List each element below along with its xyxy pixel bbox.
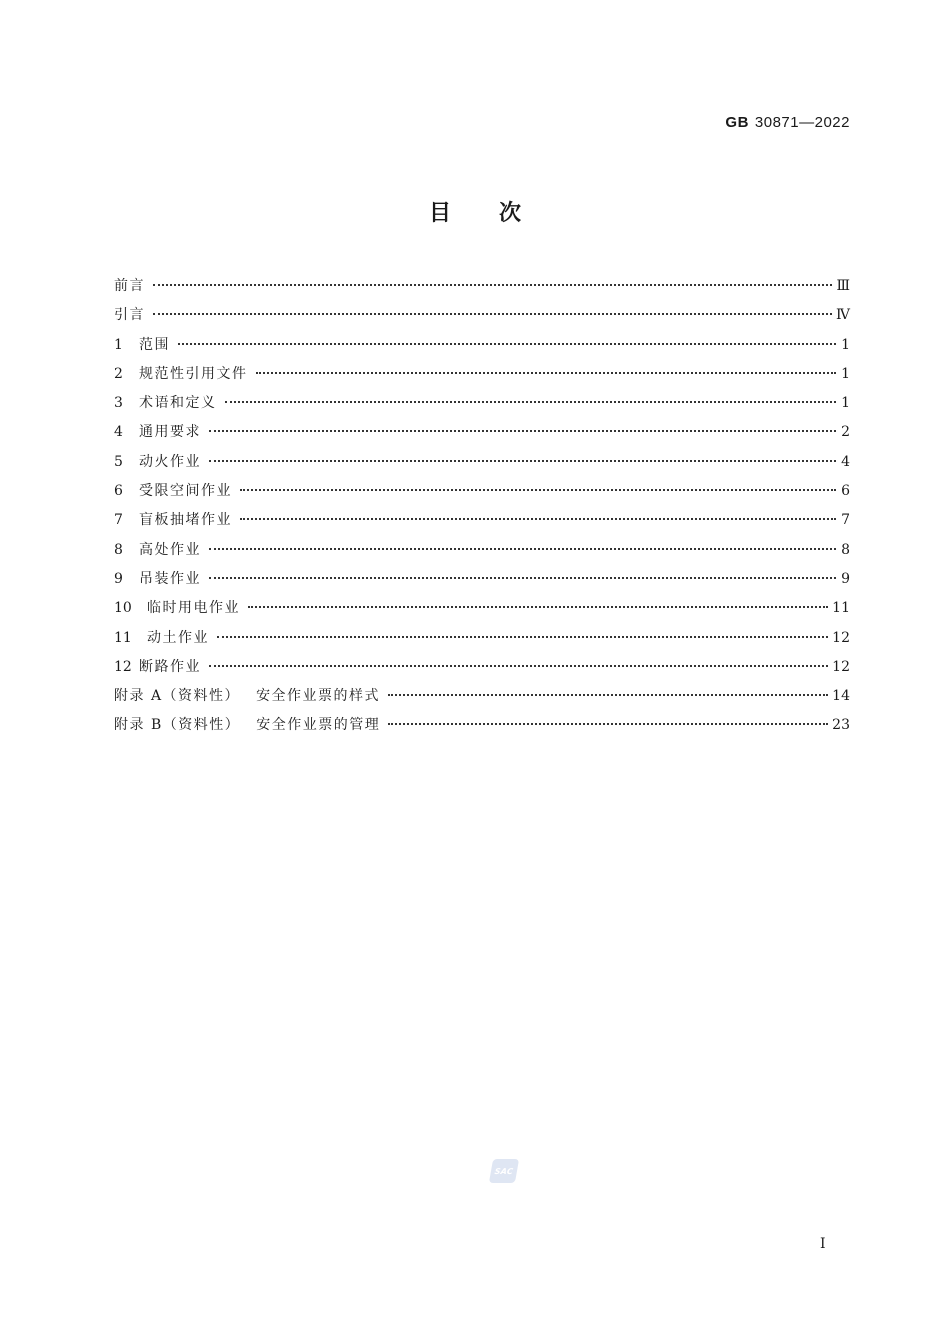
toc-entry-introduction[interactable]	[114, 301, 850, 330]
toc-entry-page: 1	[841, 336, 850, 353]
table-of-contents	[114, 272, 850, 741]
leader-dots	[178, 343, 836, 345]
toc-entry-page: 7	[841, 512, 850, 529]
toc-entry-text	[114, 682, 380, 711]
leader-dots	[209, 430, 836, 432]
toc-entry-text: 受限空间作业	[139, 483, 232, 500]
toc-entry-page: 8	[841, 541, 850, 558]
leader-dots	[225, 401, 837, 403]
toc-entry-7[interactable]	[114, 506, 850, 535]
toc-entry-appendix-b[interactable]	[114, 711, 850, 740]
toc-entry-text: 术语和定义	[139, 395, 217, 412]
toc-entry-number: 4	[114, 424, 123, 441]
toc-entry-text: 盲板抽堵作业	[139, 512, 232, 529]
toc-entry-foreword[interactable]	[114, 272, 850, 301]
page-number: Ⅰ	[820, 1236, 826, 1252]
toc-entry-10[interactable]	[114, 594, 850, 623]
toc-entry-4[interactable]	[114, 418, 850, 447]
toc-entry-page: 4	[841, 453, 850, 470]
toc-entry-6[interactable]	[114, 477, 850, 506]
page-title: 目次	[428, 201, 569, 226]
toc-entry-9[interactable]	[114, 565, 850, 594]
toc-entry-text: 通用要求	[139, 424, 201, 441]
toc-entry-page: 11	[832, 600, 850, 617]
leader-dots	[388, 723, 828, 725]
leader-dots	[240, 518, 836, 520]
toc-entry-number: 1	[114, 336, 123, 353]
toc-entry-page: 23	[832, 717, 850, 734]
toc-entry-number: 11	[114, 629, 132, 646]
toc-entry-text: 高处作业	[139, 541, 201, 558]
toc-entry-number: 9	[114, 570, 123, 587]
toc-entry-5[interactable]	[114, 448, 850, 477]
toc-entry-page: 1	[841, 395, 850, 412]
toc-entry-number: 7	[114, 512, 123, 529]
leader-dots	[153, 284, 832, 286]
toc-entry-11[interactable]	[114, 624, 850, 653]
toc-entry-page: Ⅳ	[836, 307, 850, 324]
toc-entry-page: 2	[841, 424, 850, 441]
toc-entry-appendix-a[interactable]	[114, 682, 850, 711]
toc-entry-text: 引言	[114, 307, 145, 324]
toc-entry-12[interactable]	[114, 653, 850, 682]
toc-entry-number: 5	[114, 453, 123, 470]
toc-entry-number: 8	[114, 541, 123, 558]
appendix-label: 附录 A（资料性）	[114, 688, 241, 705]
toc-entry-number: 6	[114, 483, 123, 500]
toc-entry-text: 动火作业	[139, 453, 201, 470]
leader-dots	[240, 489, 836, 491]
leader-dots	[153, 313, 832, 315]
leader-dots	[209, 548, 836, 550]
leader-dots	[217, 636, 828, 638]
toc-entry-page: 12	[832, 658, 850, 675]
toc-entry-8[interactable]	[114, 536, 850, 565]
leader-dots	[209, 577, 836, 579]
standard-code	[725, 114, 850, 131]
toc-entry-page: 6	[841, 483, 850, 500]
standard-prefix: GB	[725, 114, 749, 131]
appendix-title: 安全作业票的样式	[256, 688, 381, 705]
toc-entry-number: 3	[114, 395, 123, 412]
toc-entry-page: Ⅲ	[836, 278, 850, 294]
toc-entry-page: 14	[832, 688, 850, 705]
toc-entry-number: 12	[114, 658, 132, 675]
toc-entry-text: 动土作业	[147, 629, 209, 646]
leader-dots	[256, 372, 837, 374]
toc-entry-text: 前言	[114, 278, 145, 294]
toc-entry-page: 9	[841, 570, 850, 587]
toc-entry-text: 范围	[139, 336, 170, 353]
toc-entry-text: 临时用电作业	[147, 600, 240, 617]
toc-entry-1[interactable]	[114, 331, 850, 360]
toc-entry-page: 12	[832, 629, 850, 646]
toc-entry-2[interactable]	[114, 360, 850, 389]
standard-number: 30871—2022	[754, 114, 850, 131]
toc-entry-3[interactable]	[114, 389, 850, 418]
toc-entry-page: 1	[841, 365, 850, 382]
toc-entry-number: 2	[114, 365, 123, 382]
toc-entry-number: 10	[114, 600, 132, 617]
toc-entry-text	[114, 711, 380, 740]
leader-dots	[209, 665, 828, 667]
toc-entry-text: 断路作业	[139, 658, 201, 675]
watermark-text: SAC	[493, 1166, 515, 1176]
leader-dots	[248, 606, 828, 608]
toc-entry-text: 规范性引用文件	[139, 365, 248, 382]
leader-dots	[388, 694, 828, 696]
leader-dots	[209, 460, 836, 462]
appendix-title: 安全作业票的管理	[256, 717, 381, 734]
appendix-label: 附录 B（资料性）	[114, 717, 241, 734]
toc-entry-text: 吊装作业	[139, 570, 201, 587]
sac-watermark-logo	[489, 1159, 519, 1183]
